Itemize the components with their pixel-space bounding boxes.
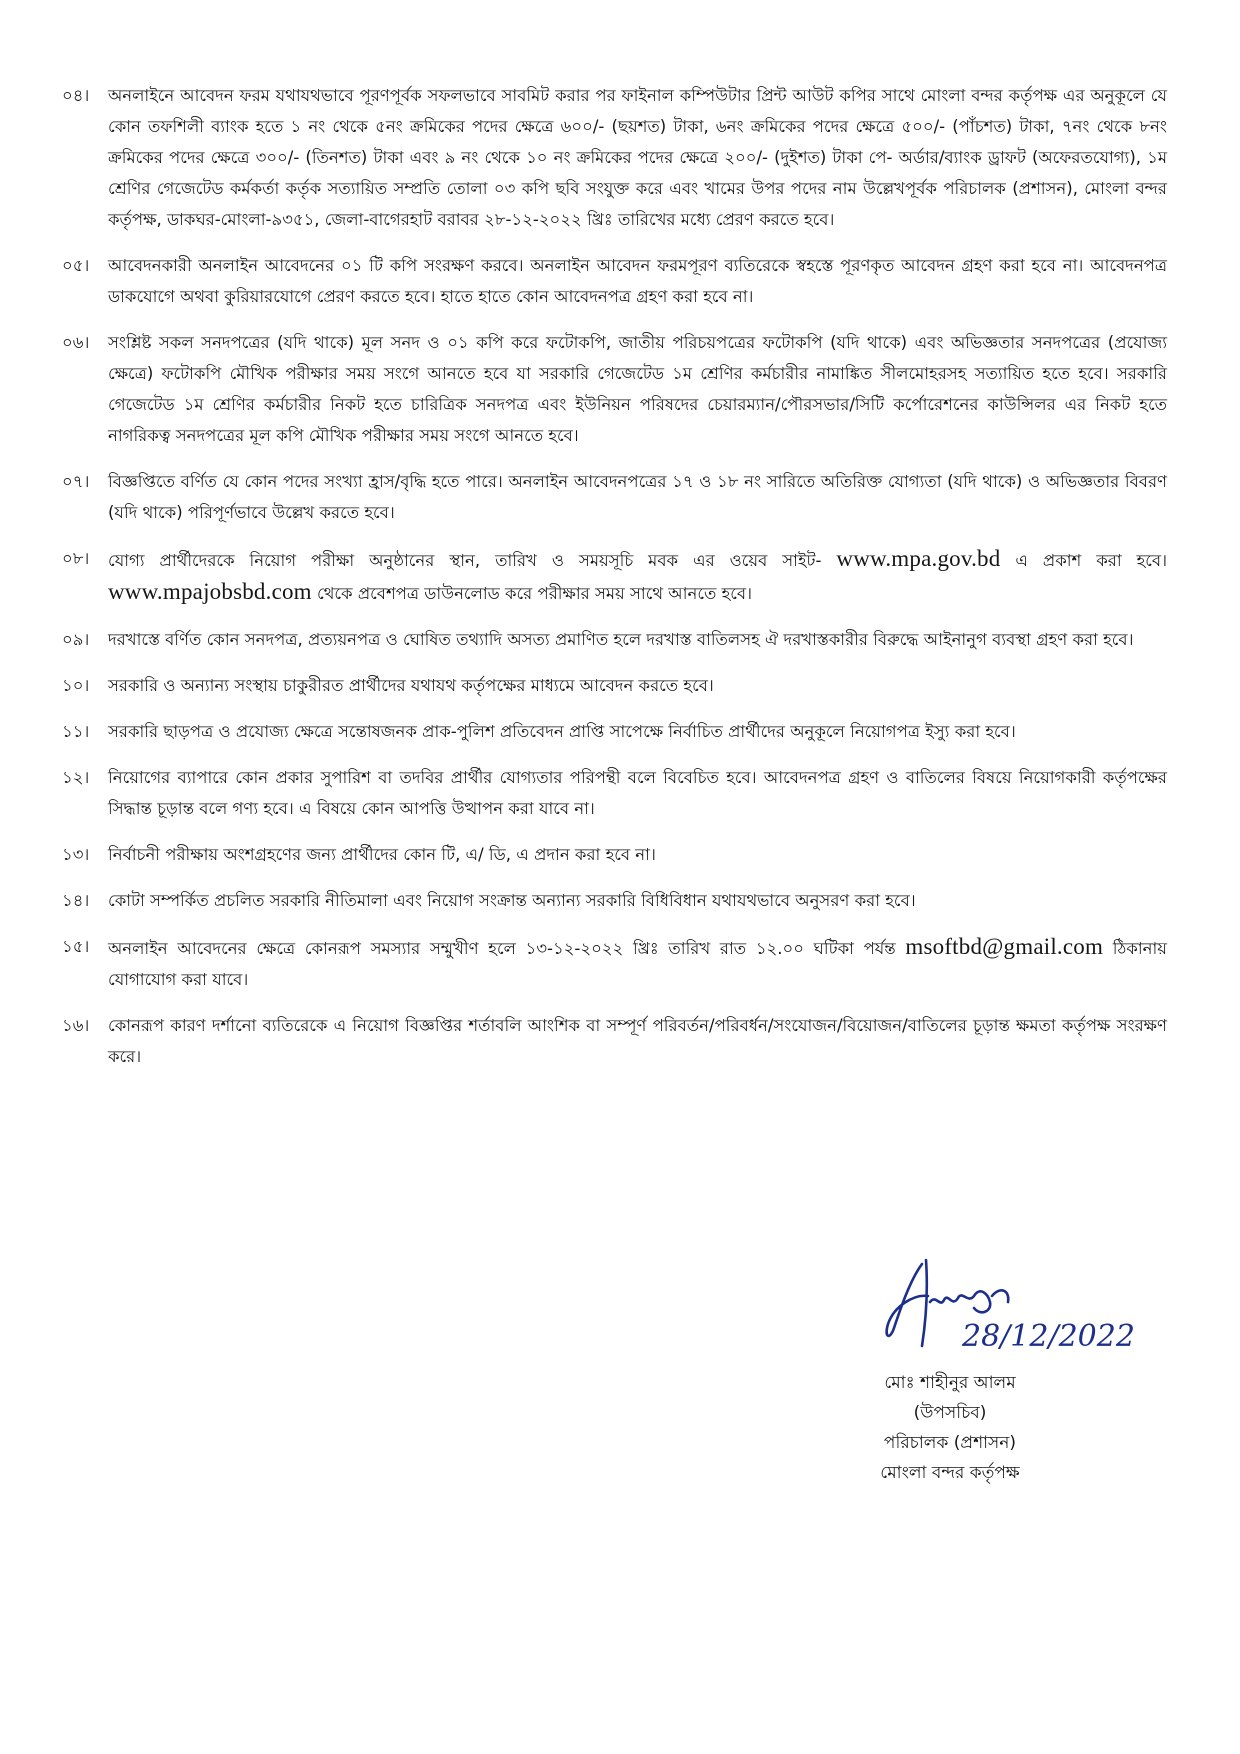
clause-text: [108, 250, 1167, 312]
clause-number: ০৯।: [62, 630, 90, 649]
clause-text: [108, 624, 1167, 655]
clause-text-segment: থেকে প্রবেশপত্র ডাউনলোড করে পরীক্ষার সময় সাথে আনতে হবে।: [311, 584, 752, 603]
clause-text-segment: যোগ্য প্রার্থীদেরকে নিয়োগ পরীক্ষা অনুষ্ঠানের স্থান, তারিখ ও সময়সূচি মবক এর ওয়েব সাইট-: [108, 551, 837, 570]
signatory-details: [810, 1368, 1090, 1488]
clause-text-segment: দরখাস্তে বর্ণিত কোন সনদপত্র, প্রত্যয়নপত্র ও ঘোষিত তথ্যাদি অসত্য প্রমাণিত হলে দরখাস্ত বাতিলসহ ঐ দরখাস্তকারীর বিরুদ্ধে আইনানুগ ব্যবস্থা গ্রহণ করা হবে।: [108, 630, 1134, 649]
clause-text-segment: অনলাইনে আবেদন ফরম যথাযথভাবে পূরণপূর্বক সফলভাবে সাবমিট করার পর ফাইনাল কম্পিউটার প্রিন্ট আউট কপির সাথে মোংলা বন্দর কর্তৃপক্ষ এর অনুকূলে যে কোন তফশিলী ব্যাংক হতে ১ নং থেকে ৫নং ক্রমিকের পদের ক্ষেত্রে ৬০০/- (ছয়শত) টাকা, ৬নং ক্রমিকের পদের ক্ষেত্রে ৫০০/- (পাঁচশত) টাকা, ৭নং থেকে ৮নং ক্রমিকের পদের ক্ষেত্রে ৩০০/- (তিনশত) টাকা এবং ৯ নং থেকে ১০ নং ক্রমিকের পদের ক্ষেত্রে ২০০/- (দুইশত) টাকা পে- অর্ডার/ব্যাংক ড্রাফট (অফেরতযোগ্য), ১ম শ্রেণির গেজেটেড কর্মকর্তা কর্তৃক সত্যায়িত সম্প্রতি তোলা ০৩ কপি ছবি সংযুক্ত করে এবং খামের উপর পদের নাম উল্লেখপূর্বক পরিচালক (প্রশাসন), মোংলা বন্দর কর্তৃপক্ষ, ডাকঘর-মোংলা-৯৩৫১, জেলা-বাগেরহাট বরাবর ২৮-১২-২০২২ খ্রিঃ তারিখের মধ্যে প্রেরণ করতে হবে।: [108, 86, 1167, 229]
clause-item: [62, 1010, 1167, 1072]
clause-text-segment: নির্বাচনী পরীক্ষায় অংশগ্রহণের জন্য প্রার্থীদের কোন টি, এ/ ডি, এ প্রদান করা হবে না।: [108, 845, 656, 864]
web-link[interactable]: www.mpajobsbd.com: [108, 579, 312, 604]
clause-text-segment: সরকারি ছাড়পত্র ও প্রযোজ্য ক্ষেত্রে সন্তোষজনক প্রাক-পুলিশ প্রতিবেদন প্রাপ্তি সাপেক্ষে নির্বাচিত প্রার্থীদের অনুকূলে নিয়োগপত্র ইস্যু করা হবে।: [108, 722, 1016, 741]
clause-item: [62, 885, 1167, 916]
clause-text: [108, 716, 1167, 747]
clause-item: [62, 327, 1167, 451]
clause-number: ০৬।: [62, 333, 90, 352]
clause-item: [62, 762, 1167, 824]
clause-text: [108, 80, 1167, 235]
clause-number: ০৮।: [62, 549, 90, 568]
clause-item: [62, 250, 1167, 312]
clause-text: [108, 931, 1167, 995]
clause-number: ১১।: [62, 722, 90, 741]
clause-number: ১২।: [62, 768, 90, 787]
web-link[interactable]: msoftbd@gmail.com: [905, 934, 1104, 959]
clause-number: ০৫।: [62, 256, 90, 275]
signature-block: [810, 1250, 1150, 1490]
clause-text-segment: ঠিকানায় যোগাযোগ করা যাবে।: [108, 939, 1167, 989]
clause-number: ১৬।: [62, 1016, 90, 1035]
clause-text-segment: আবেদনকারী অনলাইন আবেদনের ০১ টি কপি সংরক্ষণ করবে। অনলাইন আবেদন ফরমপূরণ ব্যতিরেকে স্বহস্তে পূরণকৃত আবেদন গ্রহণ করা হবে না। আবেদনপত্র ডাকযোগে অথবা কুরিয়ারযোগে প্রেরণ করতে হবে। হাতে হাতে কোন আবেদনপত্র গ্রহণ করা হবে না।: [108, 256, 1167, 306]
clause-number: ১৩।: [62, 845, 90, 864]
clause-number: ১০।: [62, 676, 90, 695]
clause-item: [62, 670, 1167, 701]
clause-text: [108, 670, 1167, 701]
clause-text: [108, 839, 1167, 870]
clause-text-segment: কোটা সম্পর্কিত প্রচলিত সরকারি নীতিমালা এবং নিয়োগ সংক্রান্ত অন্যান্য সরকারি বিধিবিধান যথাযথভাবে অনুসরণ করা হবে।: [108, 891, 916, 910]
clause-text-segment: সংশ্লিষ্ট সকল সনদপত্রের (যদি থাকে) মূল সনদ ও ০১ কপি করে ফটোকপি, জাতীয় পরিচয়পত্রের ফটোকপি (যদি থাকে) এবং অভিজ্ঞতার সনদপত্রের (প্রযোজ্য ক্ষেত্রে) ফটোকপি মৌখিক পরীক্ষার সময় সংগে আনতে হবে যা সরকারি গেজেটেড ১ম শ্রেণির কর্মচারীর নামাঙ্কিত সীলমোহরসহ সত্যায়িত হতে হবে। সরকারি গেজেটেড ১ম শ্রেণির কর্মচারীর নিকট হতে চারিত্রিক সনদপত্র এবং ইউনিয়ন পরিষদের চেয়ারম্যান/পৌরসভার/সিটি কর্পোরেশনের কাউন্সিলর এর নিকট হতে নাগরিকত্ব সনদপত্রের মূল কপি মৌখিক পরীক্ষার সময় সংগে আনতে হবে।: [108, 333, 1167, 445]
signature-date: 28/12/2022: [962, 1319, 1135, 1354]
signatory-organization: মোংলা বন্দর কর্তৃপক্ষ: [880, 1463, 1020, 1483]
signatory-designation: পরিচালক (প্রশাসন): [883, 1433, 1017, 1453]
clause-text-segment: সরকারি ও অন্যান্য সংস্থায় চাকুরীরত প্রার্থীদের যথাযথ কর্তৃপক্ষের মাধ্যমে আবেদন করতে হবে।: [108, 676, 714, 695]
clause-item: [62, 80, 1167, 235]
clause-text: [108, 327, 1167, 451]
clause-text: [108, 885, 1167, 916]
clause-text: [108, 466, 1167, 528]
handwritten-signature-icon: [870, 1250, 1150, 1370]
clause-item: [62, 466, 1167, 528]
signatory-name: মোঃ শাহীনুর আলম: [884, 1373, 1016, 1393]
clause-list: [62, 80, 1167, 1087]
clause-item: [62, 931, 1167, 995]
clause-item: [62, 716, 1167, 747]
clause-text: [108, 1010, 1167, 1072]
clause-item: [62, 624, 1167, 655]
clause-item: [62, 543, 1167, 609]
clause-text-segment: এ প্রকাশ করা হবে।: [1000, 551, 1167, 570]
clause-text: [108, 762, 1167, 824]
web-link[interactable]: www.mpa.gov.bd: [836, 546, 1001, 571]
clause-number: ১৫।: [62, 937, 90, 956]
clause-text-segment: বিজ্ঞপ্তিতে বর্ণিত যে কোন পদের সংখ্যা হ্রাস/বৃদ্ধি হতে পারে। অনলাইন আবেদনপত্রের ১৭ ও ১৮ নং সারিতে অতিরিক্ত যোগ্যতা (যদি থাকে) ও অভিজ্ঞতার বিবরণ (যদি থাকে) পরিপূর্ণভাবে উল্লেখ করতে হবে।: [108, 472, 1167, 522]
clause-number: ১৪।: [62, 891, 90, 910]
signatory-rank: (উপসচিব): [913, 1403, 987, 1423]
clause-number: ০৪।: [62, 86, 90, 105]
clause-text-segment: অনলাইন আবেদনের ক্ষেত্রে কোনরূপ সমস্যার সম্মুখীণ হলে ১৩-১২-২০২২ খ্রিঃ তারিখ রাত ১২.০০ ঘটিকা পর্যন্ত: [108, 939, 906, 958]
clause-item: [62, 839, 1167, 870]
clause-text-segment: কোনরূপ কারণ দর্শানো ব্যতিরেকে এ নিয়োগ বিজ্ঞপ্তির শর্তাবলি আংশিক বা সম্পূর্ণ পরিবর্তন/পরিবর্ধন/সংযোজন/বিয়োজন/বাতিলের চূড়ান্ত ক্ষমতা কর্তৃপক্ষ সংরক্ষণ করে।: [108, 1016, 1167, 1066]
clause-text: [108, 543, 1167, 609]
clause-text-segment: নিয়োগের ব্যাপারে কোন প্রকার সুপারিশ বা তদবির প্রার্থীর যোগ্যতার পরিপন্থী বলে বিবেচিত হবে। আবেদনপত্র গ্রহণ ও বাতিলের বিষয়ে নিয়োগকারী কর্তৃপক্ষের সিদ্ধান্ত চূড়ান্ত বলে গণ্য হবে। এ বিষয়ে কোন আপত্তি উত্থাপন করা যাবে না।: [108, 768, 1167, 818]
clause-number: ০৭।: [62, 472, 90, 491]
